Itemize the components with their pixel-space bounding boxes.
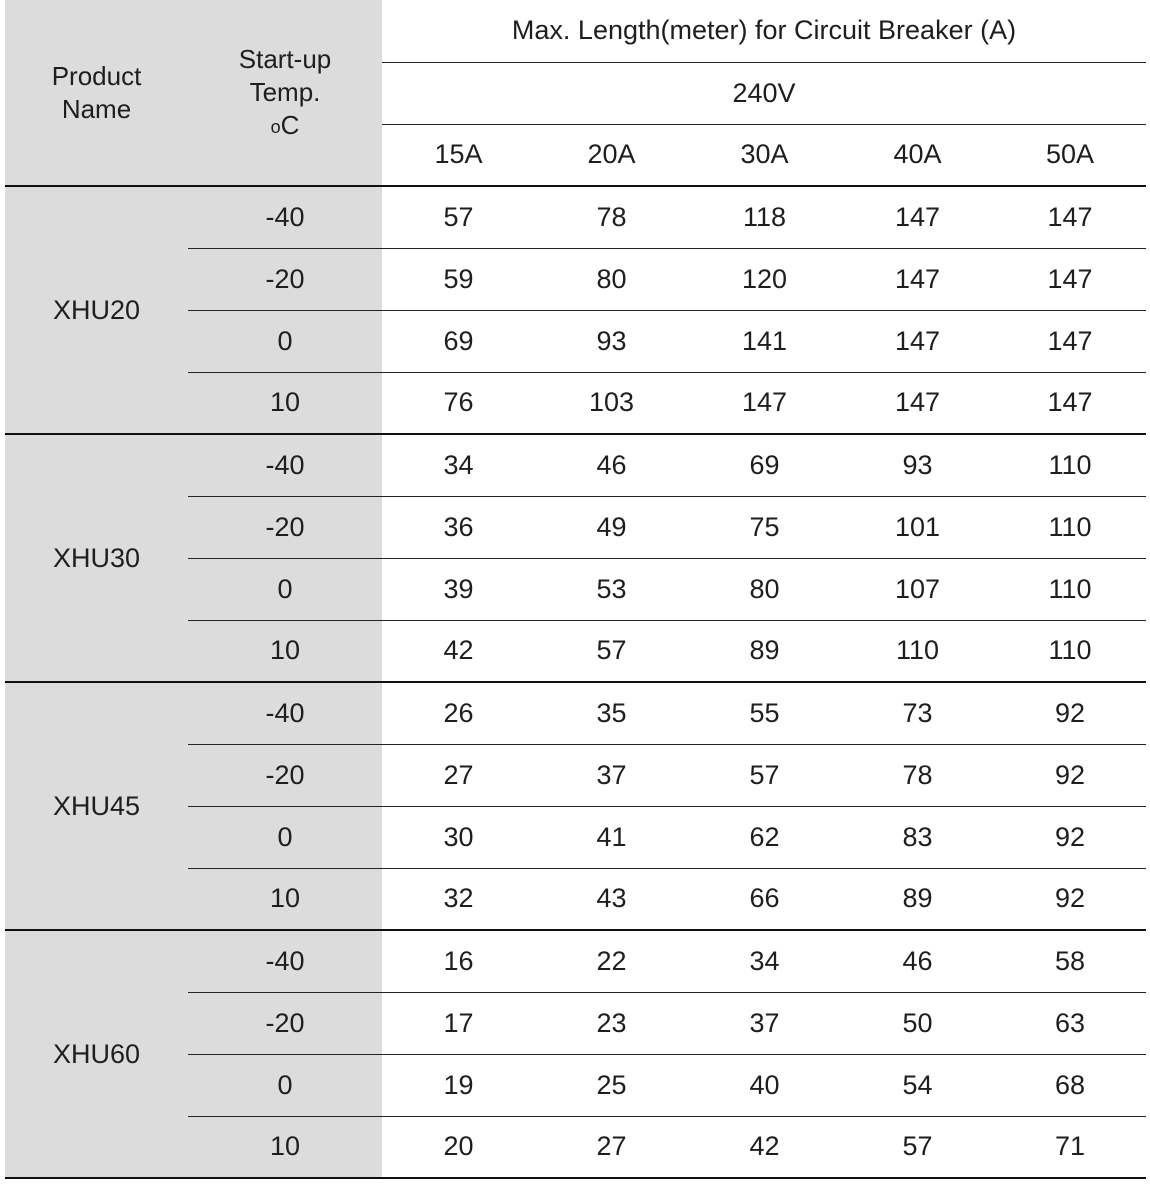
- breaker-header-cell: 50A: [994, 124, 1146, 186]
- length-value-cell: 101: [841, 496, 994, 558]
- length-value-cell: 147: [994, 186, 1146, 248]
- length-value-cell: 34: [688, 930, 841, 992]
- cable-length-table: [5, 0, 1146, 1179]
- length-value-cell: 92: [994, 744, 1146, 806]
- length-value-cell: 147: [841, 248, 994, 310]
- length-value-cell: 54: [841, 1054, 994, 1116]
- length-value-cell: 57: [688, 744, 841, 806]
- length-value-cell: 27: [535, 1116, 688, 1178]
- max-length-title: Max. Length(meter) for Circuit Breaker (A): [382, 0, 1146, 62]
- length-value-cell: 20: [382, 1116, 535, 1178]
- length-value-cell: 62: [688, 806, 841, 868]
- length-value-cell: 25: [535, 1054, 688, 1116]
- length-value-cell: 83: [841, 806, 994, 868]
- length-value-cell: 69: [688, 434, 841, 496]
- length-value-cell: 118: [688, 186, 841, 248]
- length-value-cell: 16: [382, 930, 535, 992]
- length-value-cell: 55: [688, 682, 841, 744]
- length-value-cell: 34: [382, 434, 535, 496]
- length-value-cell: 30: [382, 806, 535, 868]
- length-value-cell: 80: [688, 558, 841, 620]
- length-value-cell: 57: [535, 620, 688, 682]
- breaker-header-cell: 20A: [535, 124, 688, 186]
- startup-temp-cell: -40: [188, 434, 382, 496]
- length-value-cell: 17: [382, 992, 535, 1054]
- table-row: [5, 186, 1146, 248]
- product-name-header: [5, 0, 188, 186]
- startup-temp-cell: -20: [188, 744, 382, 806]
- startup-temp-cell: 10: [188, 372, 382, 434]
- product-name-cell: XHU20: [5, 186, 188, 434]
- product-name-cell: XHU30: [5, 434, 188, 682]
- length-value-cell: 46: [841, 930, 994, 992]
- length-value-cell: 58: [994, 930, 1146, 992]
- length-value-cell: 92: [994, 806, 1146, 868]
- length-value-cell: 89: [688, 620, 841, 682]
- length-value-cell: 66: [688, 868, 841, 930]
- length-value-cell: 23: [535, 992, 688, 1054]
- length-value-cell: 80: [535, 248, 688, 310]
- startup-temp-cell: -40: [188, 682, 382, 744]
- voltage-header: 240V: [382, 62, 1146, 124]
- degree-symbol: o: [270, 117, 281, 137]
- length-value-cell: 37: [688, 992, 841, 1054]
- length-value-cell: 42: [382, 620, 535, 682]
- length-value-cell: 73: [841, 682, 994, 744]
- startup-temp-cell: 0: [188, 1054, 382, 1116]
- length-value-cell: 147: [994, 310, 1146, 372]
- table-row: [5, 434, 1146, 496]
- startup-temp-cell: -40: [188, 930, 382, 992]
- length-value-cell: 46: [535, 434, 688, 496]
- length-value-cell: 41: [535, 806, 688, 868]
- product-name-line2: Name: [61, 93, 132, 124]
- startup-temp-cell: 10: [188, 1116, 382, 1178]
- length-value-cell: 110: [994, 620, 1146, 682]
- breaker-header-cell: 40A: [841, 124, 994, 186]
- length-value-cell: 50: [841, 992, 994, 1054]
- length-value-cell: 78: [535, 186, 688, 248]
- startup-temp-cell: -20: [188, 248, 382, 310]
- length-value-cell: 110: [994, 496, 1146, 558]
- length-value-cell: 59: [382, 248, 535, 310]
- length-value-cell: 110: [841, 620, 994, 682]
- length-value-cell: 36: [382, 496, 535, 558]
- startup-temp-line1: Start-up: [238, 44, 332, 74]
- table-row: [5, 930, 1146, 992]
- length-value-cell: 120: [688, 248, 841, 310]
- length-value-cell: 147: [841, 372, 994, 434]
- length-value-cell: 22: [535, 930, 688, 992]
- startup-temp-cell: 10: [188, 620, 382, 682]
- length-value-cell: 32: [382, 868, 535, 930]
- length-value-cell: 63: [994, 992, 1146, 1054]
- length-value-cell: 89: [841, 868, 994, 930]
- length-value-cell: 53: [535, 558, 688, 620]
- length-value-cell: 147: [994, 372, 1146, 434]
- product-name-line1: Product: [51, 60, 142, 91]
- startup-temp-cell: 10: [188, 868, 382, 930]
- length-value-cell: 147: [688, 372, 841, 434]
- length-value-cell: 35: [535, 682, 688, 744]
- length-value-cell: 42: [688, 1116, 841, 1178]
- length-value-cell: 27: [382, 744, 535, 806]
- length-value-cell: 78: [841, 744, 994, 806]
- length-value-cell: 76: [382, 372, 535, 434]
- product-name-cell: XHU60: [5, 930, 188, 1178]
- product-name-cell: XHU45: [5, 682, 188, 930]
- startup-temp-header: [188, 0, 382, 186]
- length-value-cell: 147: [841, 310, 994, 372]
- breaker-header-cell: 30A: [688, 124, 841, 186]
- startup-temp-cell: 0: [188, 806, 382, 868]
- length-value-cell: 19: [382, 1054, 535, 1116]
- length-value-cell: 49: [535, 496, 688, 558]
- length-value-cell: 37: [535, 744, 688, 806]
- length-value-cell: 92: [994, 682, 1146, 744]
- length-value-cell: 93: [535, 310, 688, 372]
- breaker-header-cell: 15A: [382, 124, 535, 186]
- startup-temp-line2: Temp.: [249, 77, 321, 107]
- length-value-cell: 40: [688, 1054, 841, 1116]
- table-row: [5, 682, 1146, 744]
- length-value-cell: 110: [994, 558, 1146, 620]
- length-value-cell: 75: [688, 496, 841, 558]
- startup-temp-cell: -20: [188, 496, 382, 558]
- length-value-cell: 26: [382, 682, 535, 744]
- length-value-cell: 103: [535, 372, 688, 434]
- length-value-cell: 71: [994, 1116, 1146, 1178]
- length-value-cell: 92: [994, 868, 1146, 930]
- startup-temp-cell: 0: [188, 558, 382, 620]
- length-value-cell: 110: [994, 434, 1146, 496]
- length-value-cell: 141: [688, 310, 841, 372]
- table-body: [5, 186, 1146, 1178]
- startup-temp-cell: 0: [188, 310, 382, 372]
- length-value-cell: 39: [382, 558, 535, 620]
- table-header: [5, 0, 1146, 186]
- length-value-cell: 107: [841, 558, 994, 620]
- startup-temp-unit: [188, 109, 382, 142]
- startup-temp-cell: -20: [188, 992, 382, 1054]
- length-value-cell: 57: [382, 186, 535, 248]
- celsius-label: C: [280, 110, 300, 140]
- length-value-cell: 57: [841, 1116, 994, 1178]
- length-value-cell: 147: [841, 186, 994, 248]
- length-value-cell: 147: [994, 248, 1146, 310]
- startup-temp-cell: -40: [188, 186, 382, 248]
- length-value-cell: 43: [535, 868, 688, 930]
- length-value-cell: 69: [382, 310, 535, 372]
- length-value-cell: 68: [994, 1054, 1146, 1116]
- length-value-cell: 93: [841, 434, 994, 496]
